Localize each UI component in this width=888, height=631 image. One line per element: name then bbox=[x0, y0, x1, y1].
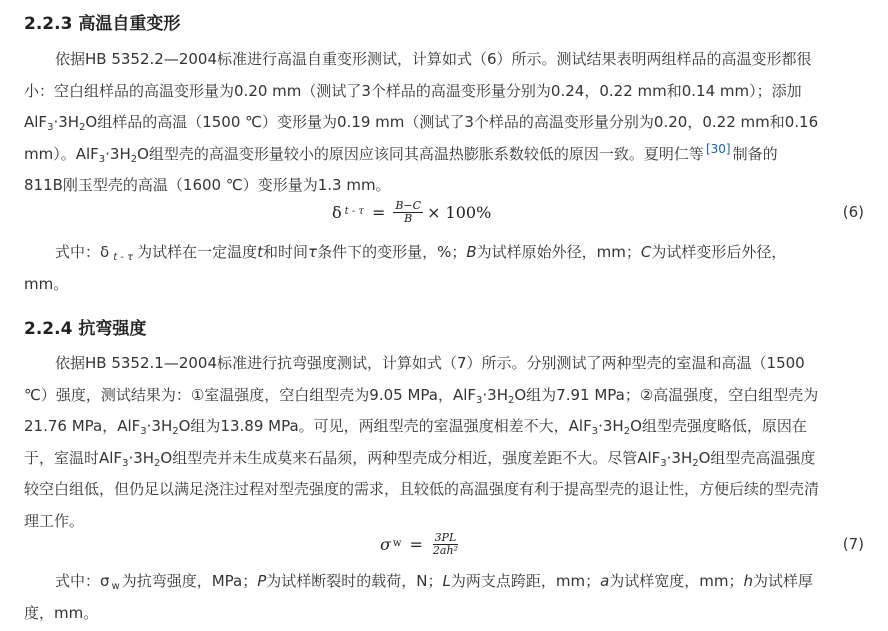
note-line: mm。 bbox=[24, 274, 69, 293]
note-line: 式中：δ $_{t - \tau}$ 为试样在一定温度t和时间τ条件下的变形量，%；B为试样原始外径，mm；C为试样变形后外径， bbox=[55, 243, 787, 263]
equation-7-number: (7) bbox=[842, 535, 864, 553]
paragraph-line: ℃）强度，测试结果为：①室温强度，空白组型壳为9.05 MPa，$AlF_3\cdot 3H_2O$组为7.91 MPa；②高温强度，空白组型壳为 bbox=[24, 385, 819, 406]
equation-6-fraction: $\frac{B-C}{B}$ bbox=[395, 198, 422, 225]
paragraph-line: $AlF_3\cdot 3H_2O$组样品的高温（1500 ℃）变形量为0.19 mm（测试了3个样品的高温变形量分别为0.20，0.22 mm和0.16 bbox=[24, 113, 819, 133]
paragraph-high-temp-deformation bbox=[24, 44, 875, 202]
equation-6-note bbox=[24, 237, 875, 300]
paragraph-line: 小：空白组样品的高温变形量为0.20 mm（测试了3个样品的高温变形量分别为0.24，0.22 mm和0.14 mm）；添加 bbox=[24, 81, 802, 100]
section-heading-2-2-4: 2.2.4 抗弯强度 bbox=[24, 319, 147, 339]
note-line: 度，mm。 bbox=[24, 603, 99, 622]
paragraph-line: 于，室温时$AlF_3\cdot 3H_2O$组型壳并未生成莫来石晶须，两种型壳成分相近，强度差距不大。尽管$AlF_3\cdot 3H_2O$组型壳高温强度 bbox=[24, 448, 816, 469]
equation-6-number: (6) bbox=[842, 203, 864, 221]
paragraph-line: 较空白组低，但仍足以满足浇注过程对型壳强度的需求，且较低的高温强度有利于提高型壳的退让性，方便后续的型壳清 bbox=[24, 480, 820, 498]
equation-7-note bbox=[24, 566, 875, 629]
paragraph-flexural-strength bbox=[24, 348, 875, 537]
equation-6-body: δ t - τ = $\frac{B-C}{B}$ × 100% bbox=[332, 198, 492, 225]
equation-7 bbox=[24, 524, 864, 564]
paragraph-line: 理工作。 bbox=[24, 511, 85, 530]
paragraph-line: 811B刚玉型壳的高温（1600 ℃）变形量为1.3 mm。 bbox=[24, 176, 391, 194]
paragraph-line: 依据HB 5352.1—2004标准进行抗弯强度测试，计算如式（7）所示。分别测试了两种型壳的室温和高温（1500 bbox=[55, 354, 805, 372]
section-heading-2-2-3: 2.2.3 高温自重变形 bbox=[24, 14, 181, 34]
note-line: 式中：σ $_w$ 为抗弯强度，MPa；P为试样断裂时的载荷，N；L为两支点跨距，mm；a为试样宽度，mm；h为试样厚 bbox=[55, 572, 814, 592]
paragraph-line: 21.76 MPa，$AlF_3\cdot 3H_2O$组为13.89 MPa。可见，两组型壳的室温强度相差不大，$AlF_3\cdot 3H_2O$组型壳强度略低，原因在 bbox=[24, 417, 807, 437]
citation-link[interactable]: [30] bbox=[705, 141, 731, 156]
paragraph-line: 依据HB 5352.2—2004标准进行高温自重变形测试，计算如式（6）所示。测试结果表明两组样品的高温变形都很 bbox=[55, 50, 812, 68]
equation-7-body: σ w = $\frac{3PL}{\text{2ah²}}$ bbox=[380, 530, 458, 557]
equation-6 bbox=[24, 192, 864, 232]
equation-7-fraction: $\frac{3PL}{\text{2ah²}}$ bbox=[432, 530, 458, 557]
paragraph-line: mm）。$AlF_3\cdot 3H_2O$组型壳的高温变形量较小的原因应该同其高温热膨胀系数较低的原因一致。夏明仁等 [30] 制备的 bbox=[24, 141, 778, 165]
